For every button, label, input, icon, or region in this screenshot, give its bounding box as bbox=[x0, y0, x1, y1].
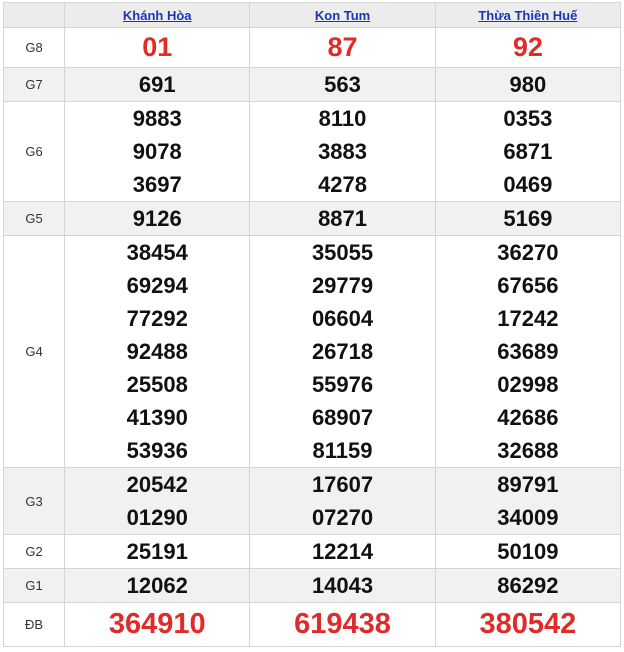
result-number: 01290 bbox=[126, 505, 188, 530]
result-number: 4278 bbox=[318, 172, 368, 197]
result-number: 5169 bbox=[503, 206, 553, 231]
result-number: 87 bbox=[327, 32, 358, 62]
result-number: 92 bbox=[512, 32, 543, 62]
result-number: 0469 bbox=[503, 172, 553, 197]
lottery-results-table bbox=[3, 2, 621, 647]
result-number: 36270 bbox=[497, 240, 559, 265]
result-cell bbox=[250, 236, 435, 468]
result-number: 81159 bbox=[312, 438, 373, 463]
result-cell bbox=[435, 28, 620, 68]
prize-label: G6 bbox=[4, 102, 65, 202]
result-number: 32688 bbox=[497, 438, 559, 463]
result-number: 619438 bbox=[294, 608, 391, 640]
prize-row-g2 bbox=[4, 535, 621, 569]
prize-label: G2 bbox=[4, 535, 65, 569]
result-cell bbox=[65, 569, 250, 603]
prize-row-g5 bbox=[4, 202, 621, 236]
result-cell bbox=[435, 102, 620, 202]
result-cell bbox=[435, 236, 620, 468]
result-number: 8110 bbox=[318, 106, 367, 131]
result-cell bbox=[65, 603, 250, 647]
result-number: 02998 bbox=[497, 372, 559, 397]
result-number: 14043 bbox=[311, 573, 374, 598]
prize-label: G5 bbox=[4, 202, 65, 236]
result-number: 68907 bbox=[311, 405, 374, 430]
prize-label: G7 bbox=[4, 68, 65, 102]
result-number: 50109 bbox=[497, 539, 559, 564]
prize-label: G4 bbox=[4, 236, 65, 468]
result-number: 42686 bbox=[497, 405, 559, 430]
result-number: 89791 bbox=[497, 472, 559, 497]
result-number: 12214 bbox=[311, 539, 374, 564]
prize-row-db bbox=[4, 603, 621, 647]
result-number: 8871 bbox=[318, 206, 368, 231]
result-number: 26718 bbox=[311, 339, 374, 364]
result-number: 53936 bbox=[126, 438, 188, 463]
result-number: 9078 bbox=[132, 139, 182, 164]
result-number: 0353 bbox=[503, 106, 553, 131]
result-cell bbox=[435, 68, 620, 102]
result-cell bbox=[65, 468, 250, 535]
result-number: 06604 bbox=[311, 306, 374, 331]
result-number: 691 bbox=[138, 72, 176, 97]
result-cell bbox=[250, 68, 435, 102]
result-cell bbox=[250, 603, 435, 647]
prize-label: G8 bbox=[4, 28, 65, 68]
result-number: 55976 bbox=[311, 372, 374, 397]
prize-row-g1 bbox=[4, 569, 621, 603]
result-number: 41390 bbox=[126, 405, 188, 430]
result-number: 9126 bbox=[132, 206, 182, 231]
result-cell bbox=[435, 202, 620, 236]
result-cell bbox=[435, 535, 620, 569]
result-number: 29779 bbox=[311, 273, 374, 298]
result-number: 9883 bbox=[132, 106, 182, 131]
province-link-thua-thien-hue[interactable]: Thừa Thiên Huế bbox=[478, 7, 578, 23]
result-cell bbox=[250, 202, 435, 236]
prize-label: G3 bbox=[4, 468, 65, 535]
result-number: 86292 bbox=[497, 573, 559, 598]
result-number: 25191 bbox=[126, 539, 188, 564]
result-number: 364910 bbox=[108, 608, 206, 640]
province-header-2 bbox=[250, 3, 435, 28]
result-number: 6871 bbox=[503, 139, 553, 164]
result-number: 69294 bbox=[126, 273, 188, 298]
result-number: 63689 bbox=[497, 339, 559, 364]
result-number: 01 bbox=[142, 32, 173, 62]
result-number: 25508 bbox=[126, 372, 188, 397]
result-number: 34009 bbox=[497, 505, 559, 530]
result-number: 67656 bbox=[497, 273, 559, 298]
result-number: 07270 bbox=[311, 505, 374, 530]
result-number: 17242 bbox=[497, 306, 559, 331]
result-number: 563 bbox=[324, 72, 361, 97]
prize-row-g7 bbox=[4, 68, 621, 102]
result-cell bbox=[250, 569, 435, 603]
province-header-3 bbox=[435, 3, 620, 28]
result-cell bbox=[65, 68, 250, 102]
result-number: 92488 bbox=[126, 339, 188, 364]
result-cell bbox=[435, 603, 620, 647]
result-number: 3883 bbox=[318, 139, 368, 164]
result-cell bbox=[65, 236, 250, 468]
result-cell bbox=[65, 202, 250, 236]
prize-label: G1 bbox=[4, 569, 65, 603]
province-header-1 bbox=[65, 3, 250, 28]
result-number: 38454 bbox=[126, 240, 188, 265]
result-number: 17607 bbox=[311, 472, 374, 497]
prize-row-g3 bbox=[4, 468, 621, 535]
result-number: 20542 bbox=[126, 472, 188, 497]
result-cell bbox=[250, 535, 435, 569]
result-number: 77292 bbox=[126, 306, 188, 331]
result-cell bbox=[435, 468, 620, 535]
result-number: 380542 bbox=[479, 608, 577, 640]
prize-label: ĐB bbox=[4, 603, 65, 647]
prize-column-header bbox=[4, 3, 65, 28]
result-number: 35055 bbox=[311, 240, 374, 265]
result-number: 980 bbox=[509, 72, 547, 97]
result-cell bbox=[250, 28, 435, 68]
result-cell bbox=[65, 535, 250, 569]
result-cell bbox=[250, 102, 435, 202]
result-cell bbox=[435, 569, 620, 603]
prize-row-g8 bbox=[4, 28, 621, 68]
result-cell bbox=[250, 468, 435, 535]
results-body bbox=[4, 28, 621, 647]
header-row bbox=[4, 3, 621, 28]
result-cell bbox=[65, 28, 250, 68]
province-link-kon-tum[interactable]: Kon Tum bbox=[314, 7, 371, 23]
result-number: 12062 bbox=[126, 573, 188, 598]
prize-row-g4 bbox=[4, 236, 621, 468]
province-link-khanh-hoa[interactable]: Khánh Hòa bbox=[122, 7, 192, 23]
result-number: 3697 bbox=[132, 172, 182, 197]
result-cell bbox=[65, 102, 250, 202]
prize-row-g6 bbox=[4, 102, 621, 202]
